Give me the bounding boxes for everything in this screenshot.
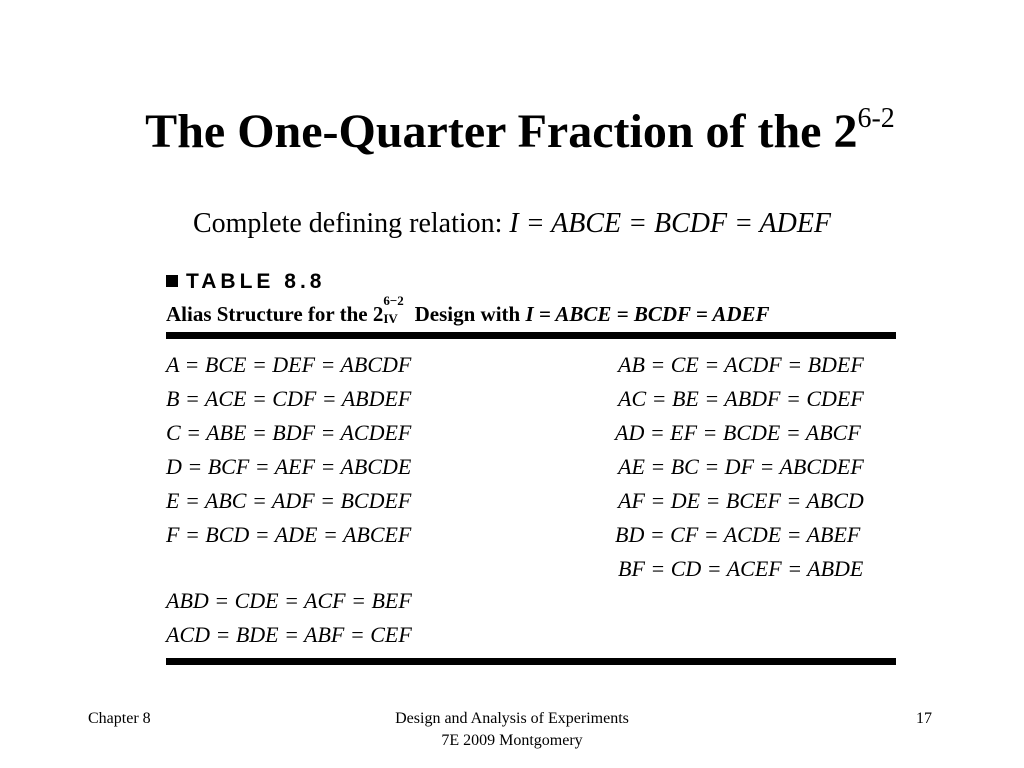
caption-relation: I = ABCE = BCDF = ADEF — [525, 302, 770, 326]
design-resolution-subscript: IV — [383, 311, 398, 326]
left-alias-row: D = BCF = AEF = ABCDE — [166, 454, 412, 479]
table-number — [166, 270, 325, 294]
right-alias-row: AD = EF = BCDE = ABCF — [615, 420, 861, 445]
right-alias-row: BD = CF = ACDE = ABEF — [615, 522, 861, 547]
alias-table — [166, 270, 896, 670]
defining-relation-formula: I = ABCE = BCDF = ADEF — [509, 208, 832, 239]
table-caption — [166, 293, 770, 327]
caption-middle: Design with — [409, 302, 526, 326]
left-alias-row: C = ABE = BDF = ACDEF — [166, 420, 412, 445]
footer-book-edition: 7E 2009 Montgomery — [441, 732, 583, 749]
left-alias-row: B = ACE = CDF = ABDEF — [166, 386, 412, 411]
left-alias-row: F = BCD = ADE = ABCEF — [166, 522, 412, 547]
table-bottom-rule — [166, 658, 896, 665]
right-alias-row: AC = BE = ABDF = CDEF — [618, 386, 864, 411]
table-top-rule — [166, 332, 896, 339]
left-alias-row: A = BCE = DEF = ABCDF — [166, 352, 412, 377]
slide-title-exponent: 6-2 — [857, 103, 895, 134]
table-number-text: TABLE 8.8 — [186, 270, 326, 293]
left-alias-row: ABD = CDE = ACF = BEF — [166, 588, 412, 613]
footer-book — [312, 708, 712, 754]
design-exponent: 6−2 — [383, 293, 404, 308]
right-alias-row: AE = BC = DF = ABCDEF — [618, 454, 864, 479]
slide-number: 17 — [916, 710, 932, 727]
defining-relation — [0, 206, 1024, 242]
footer-chapter: Chapter 8 — [88, 710, 151, 727]
defining-relation-label: Complete defining relation: — [192, 208, 510, 239]
design-resolution — [383, 293, 409, 326]
right-alias-row: BF = CD = ACEF = ABDE — [618, 556, 864, 581]
right-alias-row: AF = DE = BCEF = ABCD — [618, 488, 864, 513]
footer-book-title: Design and Analysis of Experiments — [395, 710, 629, 727]
square-bullet-icon — [166, 275, 178, 287]
left-alias-row: ACD = BDE = ABF = CEF — [166, 622, 412, 647]
caption-lead: Alias Structure for the 2 — [166, 302, 384, 326]
right-alias-row: AB = CE = ACDF = BDEF — [618, 352, 864, 377]
left-alias-row: E = ABC = ADF = BCDEF — [166, 488, 412, 513]
slide-title — [0, 102, 1024, 162]
slide-title-text: The One-Quarter Fraction of the 2 — [145, 105, 858, 158]
